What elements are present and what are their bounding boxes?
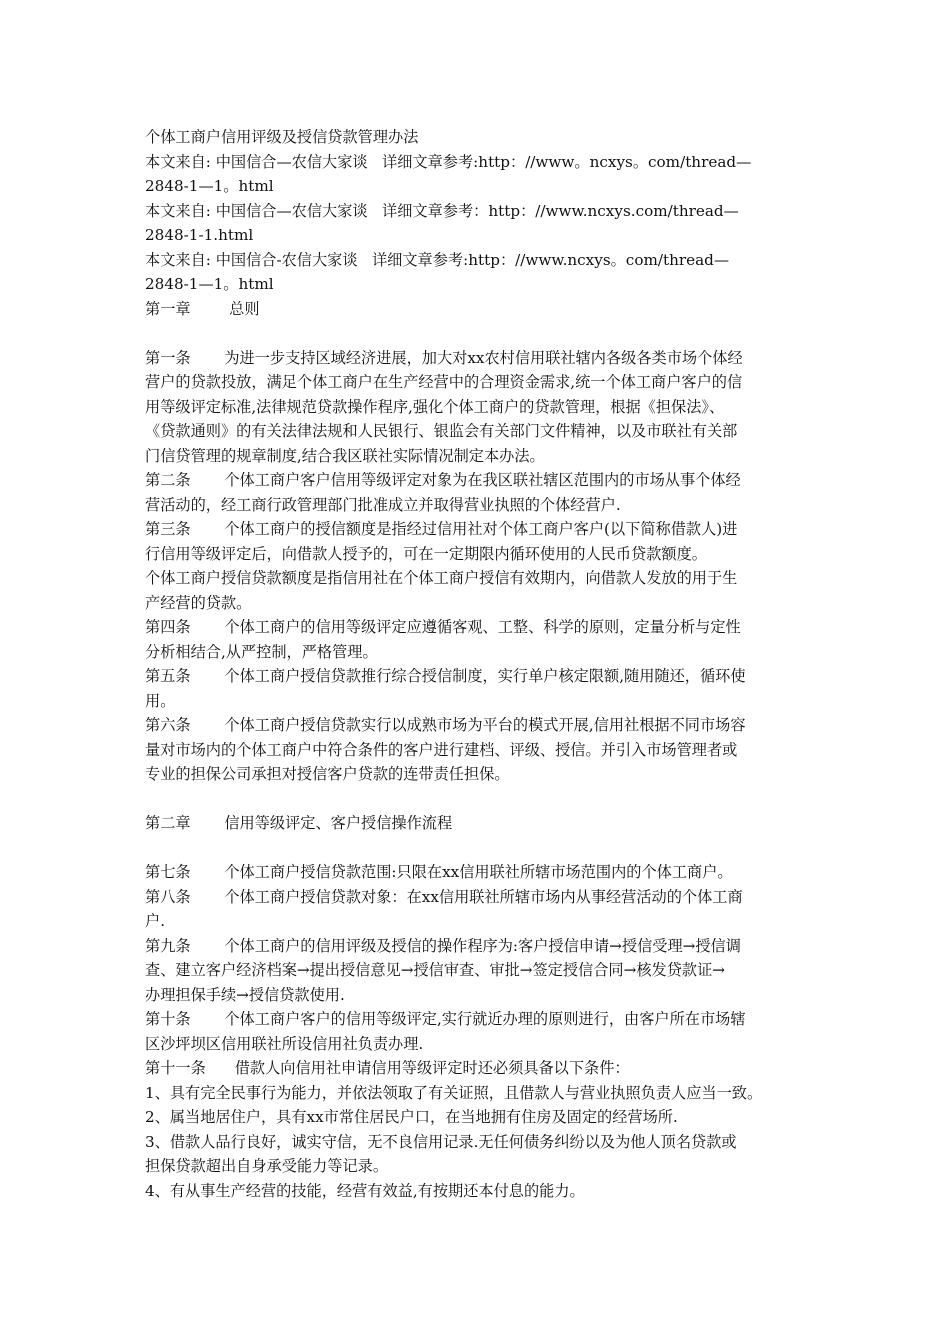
article-line: 量对市场内的个体工商户中符合条件的客户进行建档、评级、授信。并引入市场管理者或 xyxy=(145,740,738,759)
source-line: 本文来自: 中国信合—农信大家谈 详细文章参考:http：//www。ncxys。com/thread— xyxy=(145,152,752,171)
article-line: 第六条 个体工商户授信贷款实行以成熟市场为平台的模式开展,信用社根据不同市场容 xyxy=(145,716,746,734)
chapter-heading: 第一章 总则 xyxy=(145,299,260,318)
article-line: 营户的贷款投放，满足个体工商户在生产经营中的合理资金需求,统一个体工商户客户的信 xyxy=(145,373,743,391)
blank-line xyxy=(145,321,835,346)
condition-item: 担保贷款超出自身承受能力等记录。 xyxy=(145,1157,388,1175)
article-line: 用等级评定标准,法律规范贷款操作程序,强化个体工商户的贷款管理，根据《担保法》、 xyxy=(145,397,725,416)
article-line: 第七条 个体工商户授信贷款范围:只限在xx信用联社所辖市场范围内的个体工商户。 xyxy=(145,863,733,881)
blank-line xyxy=(145,787,835,812)
condition-item: 2、属当地居住户，具有xx市常住居民户口，在当地拥有住房及固定的经营场所. xyxy=(145,1108,678,1126)
condition-item: 3、借款人品行良好，诚实守信，无不良信用记录.无任何债务纠纷以及为他人顶名贷款或 xyxy=(145,1132,737,1151)
article-line: 第五条 个体工商户授信贷款推行综合授信制度，实行单户核定限额,随用随还，循环使 xyxy=(145,667,746,685)
article-line: 第九条 个体工商户的信用评级及授信的操作程序为:客户授信申请→授信受理→授信调 xyxy=(145,936,741,955)
article-line: 第一条 为进一步支持区域经济进展，加大对xx农村信用联社辖内各级各类市场个体经 xyxy=(145,348,743,367)
article-line: 用。 xyxy=(145,691,176,710)
source-line: 本文来自: 中国信合-农信大家谈 详细文章参考:http：//www.ncxys。com/thread— xyxy=(145,250,730,269)
article-line: 第四条 个体工商户的信用等级评定应遵循客观、工整、科学的原则，定量分析与定性 xyxy=(145,618,741,636)
chapter-heading: 第二章 信用等级评定、客户授信操作流程 xyxy=(145,814,453,832)
article-line: 第十一条 借款人向信用社申请信用等级评定时还必须具备以下条件： xyxy=(145,1059,630,1077)
article-line: 第十条 个体工商户客户的信用等级评定,实行就近办理的原则进行，由客户所在市场辖 xyxy=(145,1010,746,1028)
article-line: 分析相结合,从严控制，严格管理。 xyxy=(145,642,378,661)
article-line: 办理担保手续→授信贷款使用. xyxy=(145,985,345,1004)
source-line: 2848-1-1.html xyxy=(145,226,254,244)
article-line: 个体工商户授信贷款额度是指信用社在个体工商户授信有效期内，向借款人发放的用于生 xyxy=(145,569,738,587)
article-line: 产经营的贷款。 xyxy=(145,593,252,612)
article-line: 营活动的，经工商行政管理部门批准成立并取得营业执照的个体经营户. xyxy=(145,495,621,514)
article-line: 《贷款通则》的有关法律法规和人民银行、银监会有关部门文件精神，以及市联社有关部 xyxy=(145,422,738,440)
source-line: 2848-1—1。html xyxy=(145,177,274,195)
article-line: 门信贷管理的规章制度,结合我区联社实际情况制定本办法。 xyxy=(145,446,545,465)
blank-line xyxy=(145,836,835,861)
article-line: 第三条 个体工商户的授信额度是指经过信用社对个体工商户客户(以下简称借款人)进 xyxy=(145,520,738,538)
condition-item: 1、具有完全民事行为能力，并依法领取了有关证照，且借款人与营业执照负责人应当一致。 xyxy=(145,1083,763,1102)
document-title: 个体工商户信用评级及授信贷款管理办法 xyxy=(145,128,419,146)
article-line: 户. xyxy=(145,912,166,930)
document-page xyxy=(145,125,835,1203)
article-line: 查、建立客户经济档案→提出授信意见→授信审查、审批→签定授信合同→核发贷款证→ xyxy=(145,961,726,979)
condition-item: 4、有从事生产经营的技能，经营有效益,有按期还本付息的能力。 xyxy=(145,1181,585,1200)
article-line: 专业的担保公司承担对授信客户贷款的连带责任担保。 xyxy=(145,765,510,783)
source-line: 本文来自: 中国信合—农信大家谈 详细文章参考：http：//www.ncxys.com/thread— xyxy=(145,201,739,220)
source-line: 2848-1—1。html xyxy=(145,275,274,293)
article-line: 行信用等级评定后，向借款人授予的，可在一定期限内循环使用的人民币贷款额度。 xyxy=(145,544,707,563)
article-line: 第八条 个体工商户授信贷款对象：在xx信用联社所辖市场内从事经营活动的个体工商 xyxy=(145,887,743,906)
article-line: 区沙坪坝区信用联社所设信用社负责办理. xyxy=(145,1034,424,1053)
article-line: 第二条 个体工商户客户信用等级评定对象为在我区联社辖区范围内的市场从事个体经 xyxy=(145,471,741,489)
